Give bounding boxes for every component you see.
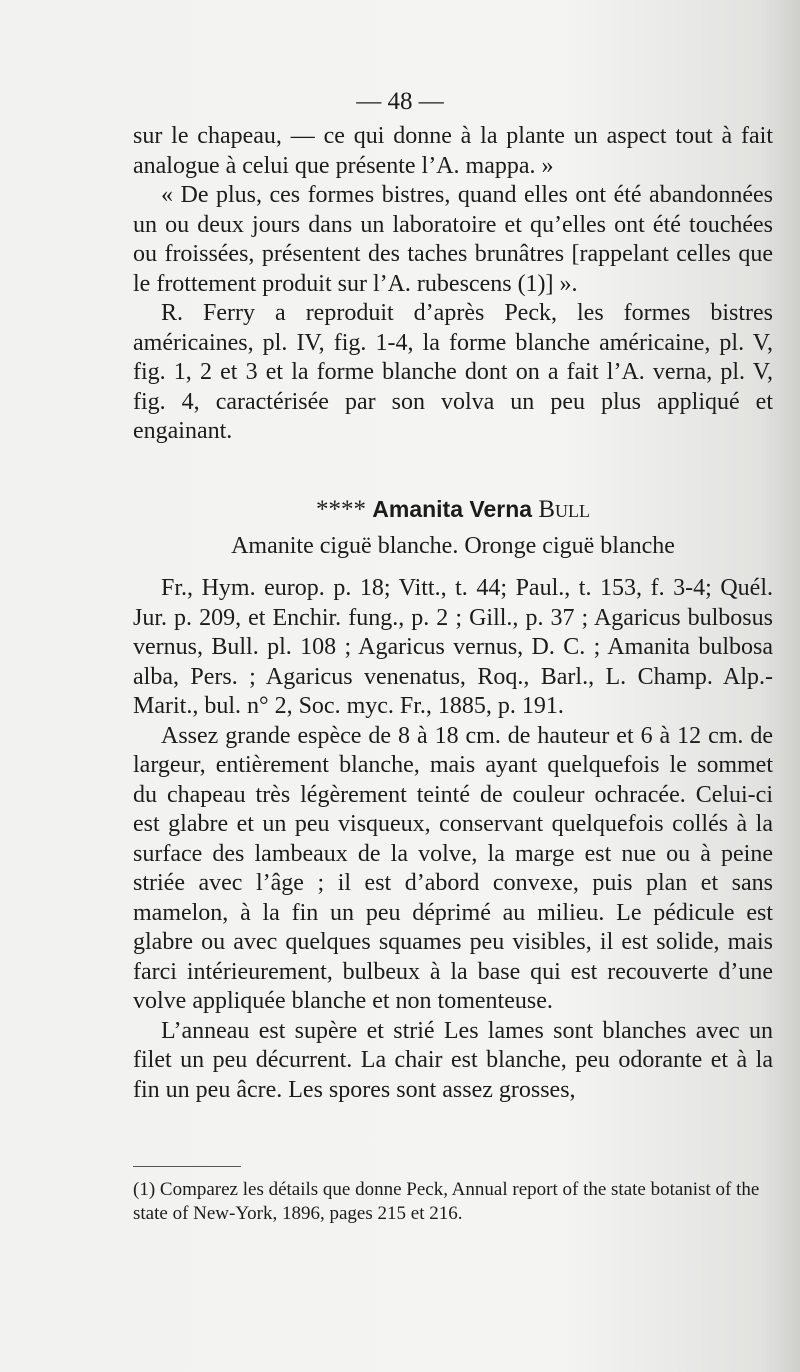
paragraph-synonymy: Fr., Hym. europ. p. 18; Vitt., t. 44; Paul., t. 153, f. 3-4; Quél. Jur. p. 209, et Enchir. fung., p. 2 ; Gill., p. 37 ; Agaricus bulbosus vernus, Bull. pl. 108 ; Agaricus vernus, D. C. ; Amanita bulbosa alba, Pers. ; Agaricus venenatus, Roq., Barl., L. Champ. Alp.-Marit., bul. n° 2, Soc. myc. Fr., 1885, p. 191.: [133, 575, 773, 719]
paragraph-3: R. Ferry a reproduit d’après Peck, les formes bistres américaines, pl. IV, fig. 1-4, la forme blanche américaine, pl. V, fig. 1, 2 et 3 et la forme blanche dont on a fait l’A. verna, pl. V, fig. 4, caractérisée par son volva un peu plus appliqué et engainant.: [133, 300, 773, 444]
footnote: (1) Comparez les détails que donne Peck, Annual report of the state botanist of the state of New-York, 1896, pages 215 et 216.: [133, 1179, 760, 1224]
paragraph-1: sur le chapeau, — ce qui donne à la plante un aspect tout à fait analogue à celui que présente l’A. mappa. »: [133, 123, 773, 179]
species-author: Bull: [538, 496, 590, 523]
footnote-divider: [133, 1166, 241, 1167]
paragraph-description: Assez grande espèce de 8 à 18 cm. de hauteur et 6 à 12 cm. de largeur, entièrement blanche, mais ayant quelquefois le sommet du chapeau très légèrement teinté de couleur ochracée. Celui-ci est glabre et un peu visqueux, conservant quelquefois collés à la surface des lambeaux de la volve, la marge est nue ou à peine striée avec l’âge ; il est d’abord convexe, puis plan et sans mamelon, à la fin un peu déprimé au milieu. Le pédicule est glabre ou avec quelques squames peu visibles, il est solide, mais farci intérieurement, bulbeux à la base qui est recouverte d’une volve appliquée blanche et non tomenteuse.: [133, 722, 773, 1014]
species-stars: ****: [316, 496, 367, 523]
text-block-bottom: [133, 574, 773, 1105]
species-name: Amanita Verna: [372, 496, 533, 522]
page-number: — 48 —: [356, 88, 444, 115]
paragraph-2: « De plus, ces formes bistres, quand elles ont été abandonnées un ou deux jours dans un laboratoire et qu’elles ont été touchées ou froissées, présentent des taches brunâtres [rappelant celles que le frottement produit sur l’A. rubescens (1)] ».: [133, 182, 773, 297]
text-block-top: [133, 122, 773, 447]
species-common-names: Amanite ciguë blanche. Oronge ciguë blanche: [231, 533, 675, 559]
species-heading: [133, 493, 773, 562]
paragraph-continued: L’anneau est supère et strié Les lames sont blanches avec un filet un peu décurrent. La chair est blanche, peu odorante et à la fin un peu âcre. Les spores sont assez grosses,: [133, 1017, 773, 1103]
species-title: [133, 493, 773, 526]
